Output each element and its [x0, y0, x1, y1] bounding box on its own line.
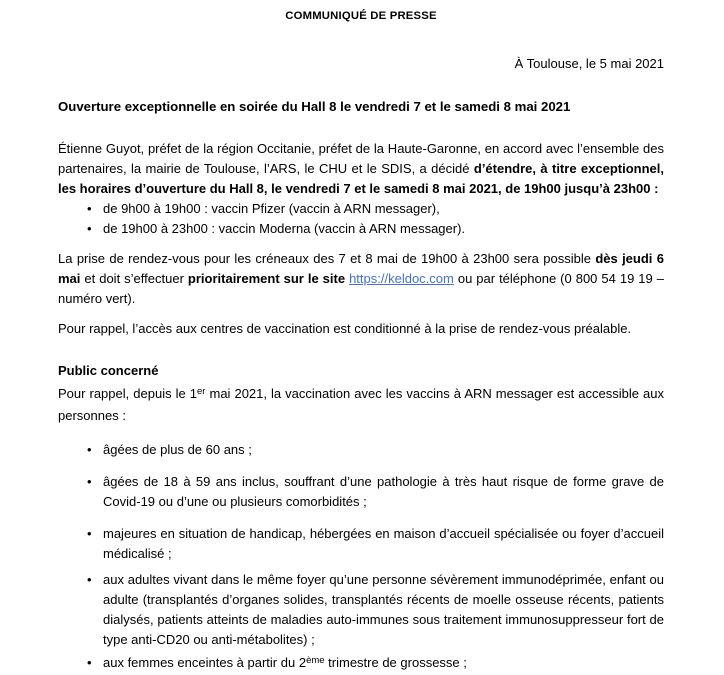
- list-item: [58, 199, 664, 219]
- text-run: Pour rappel, depuis le 1: [58, 386, 197, 401]
- list-item: [58, 570, 664, 650]
- list-item: [58, 440, 664, 460]
- text-run: trimestre de grossesse ;: [324, 655, 467, 670]
- text-run: majeures en situation de handicap, hébergées en maison d’accueil spécialisée ou foyer d’accueil médicalisé ;: [103, 526, 664, 561]
- audience-intro-paragraph: [58, 384, 664, 426]
- list-item: [58, 524, 664, 564]
- text-run: âgées de 18 à 59 ans inclus, souffrant d’une pathologie à très haut risque de forme grave de Covid-19 ou d’une ou plusieurs comorbidités ;: [103, 474, 664, 509]
- press-release-title: COMMUNIQUÉ DE PRESSE: [285, 10, 437, 22]
- text-run: er: [197, 386, 206, 397]
- schedule-list: [58, 199, 664, 239]
- text-run: âgées de plus de 60 ans ;: [103, 442, 252, 457]
- text-run: Pour rappel, l’accès aux centres de vaccination est conditionné à la prise de rendez-vous préalable.: [58, 321, 632, 336]
- text-run: mai 2021, la vaccination avec les vaccins à ARN messager est accessible aux personnes :: [58, 386, 664, 423]
- document-content: [0, 9, 724, 675]
- reminder-paragraph: [58, 319, 664, 339]
- text-run: dès jeudi 6 mai: [58, 251, 664, 286]
- list-item: [58, 219, 664, 239]
- headline: Ouverture exceptionnelle en soirée du Hall 8 le vendredi 7 et le samedi 8 mai 2021: [58, 99, 571, 114]
- text-run: La prise de rendez-vous pour les créneaux des 7 et 8 mai de 19h00 à 23h00 sera possible: [58, 251, 596, 266]
- list-item: [58, 653, 664, 675]
- keldoc-link[interactable]: https://keldoc.com: [349, 271, 454, 286]
- audience-list: [58, 440, 664, 675]
- section-heading-public-concerne: Public concerné: [58, 363, 159, 378]
- intro-paragraph: [58, 139, 664, 199]
- text-run: aux femmes enceintes à partir du 2: [103, 655, 307, 670]
- text-run: aux adultes vivant dans le même foyer qu’une personne sévèrement immunodéprimée, enfant ou adulte (transplantés d’organes solides, transplantés récents de moelle osseuse récents, patients dialysés, patients atteints de maladies auto-immunes sous traitement immunosuppresseur fort de type anti-CD20 ou anti-métabolites) ;: [103, 572, 664, 647]
- dateline: À Toulouse, le 5 mai 2021: [514, 56, 664, 71]
- booking-paragraph: [58, 249, 664, 309]
- text-run: de 19h00 à 23h00 : vaccin Moderna (vaccin à ARN messager).: [103, 221, 466, 236]
- text-run: ou par téléphone (0 800 54 19 19 – numéro vert).: [58, 271, 664, 306]
- list-item: [58, 472, 664, 512]
- text-run: prioritairement sur le site: [187, 271, 350, 286]
- text-run: de 9h00 à 19h00 : vaccin Pfizer (vaccin à ARN messager),: [103, 201, 440, 216]
- text-run: Étienne Guyot, préfet de la région Occitanie, préfet de la Haute-Garonne, en accord avec l’ensemble des partenaires, la mairie de Toulouse, l’ARS, le CHU et le SDIS, a décidé: [58, 141, 664, 176]
- text-run: d’étendre, à titre exceptionnel, les horaires d’ouverture du Hall 8, le vendredi 7 et le samedi 8 mai 2021, de 19h00 jusqu’à 23h00 :: [58, 161, 665, 196]
- text-run: ème: [306, 655, 325, 666]
- text-run: et doit s’effectuer: [80, 271, 188, 286]
